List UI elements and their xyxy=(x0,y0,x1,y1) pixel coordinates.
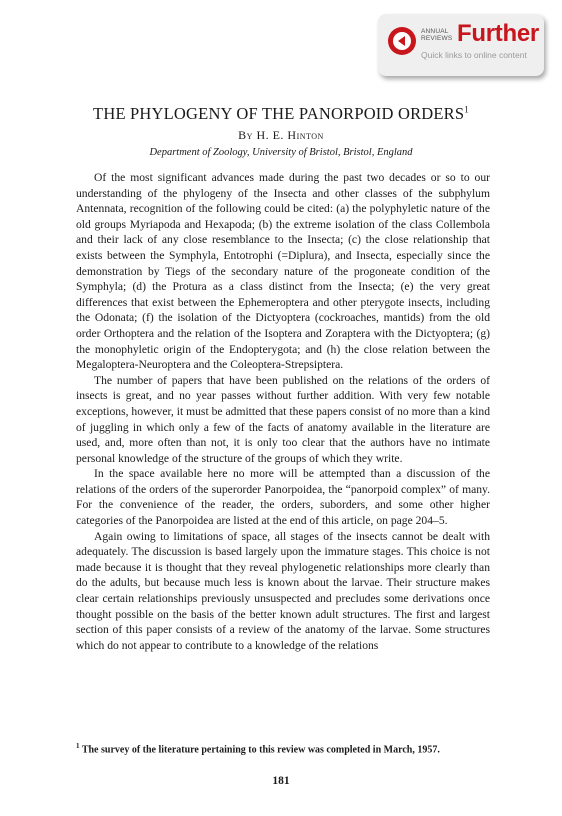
annual-reviews-logo-icon xyxy=(388,27,416,55)
badge-publisher-name xyxy=(421,28,452,42)
badge-line-annual: ANNUAL xyxy=(421,28,449,35)
article-title-text: THE PHYLOGENY OF THE PANORPOID ORDERS xyxy=(93,104,465,123)
footnote-mark: 1 xyxy=(76,742,80,750)
paragraph-3: In the space available here no more will be attempted than a discussion of the relations of the orders of the superorder Panorpoidea, the “panorpoid complex” of many. For the convenience of the reader, the orders, suborders, and some other higher categories of the Panorpoidea are listed at the end of this article, on page 204–5. xyxy=(76,467,490,528)
badge-line-reviews: REVIEWS xyxy=(421,35,453,42)
author-affiliation: Department of Zoology, University of Bristol, Bristol, England xyxy=(149,147,413,158)
badge-brand: Further xyxy=(457,20,539,47)
paragraph-1: Of the most significant advances made during the past two decades or so to our understanding of the phylogeny of the Insecta and other classes of the subphylum Antennata, recognition of the following could be cited: (a) the polyphyletic nature of the old groups Myriapoda and Hexapoda; (b) the extreme isolation of the class Collembola and their lack of any close resemblance to the Insecta; (c) the close relationship that exists between the Symphyla, Entotrophi (=Diplura), and Insecta, especially since the demonstration by Tiegs of the secondary nature of the progoneate condition of the Symphyla; (d) the Protura as a class distinct from the Insecta; (e) the very great differences that exist between the Ephemeroptera and other pterygote insects, including the Odonata; (f) the isolation of the Dictyoptera (cockroaches, mantids) from the old order Orthoptera and the relation of the Isoptera and Zoraptera with the Dictyoptera; (g) the monophyletic origin of the Endopterygota; and (h) the close relation between the Megaloptera-Neuroptera and the Coleoptera-Strepsiptera. xyxy=(76,171,490,372)
title-footnote-mark[interactable]: 1 xyxy=(464,104,469,115)
footnote xyxy=(76,740,490,757)
article-author: By H. E. Hinton xyxy=(238,128,324,142)
footnote-text: The survey of the literature pertaining to this review was completed in March, 1957. xyxy=(81,744,440,756)
paragraph-4: Again owing to limitations of space, all stages of the insects cannot be dealt with adequately. The discussion is based largely upon the immature stages. This choice is not made because it is thought that they reveal phylogenetic relationships more clearly than do the adults, but because much less is known about the larvae. Their structure makes clear certain relationships previously unsuspected and precludes some derivations once thought possible on the basis of the better known adult structures. The first and largest section of this paper consists of a review of the anatomy of the larvae. Some structures which do not appear to contribute to a knowledge of the relations xyxy=(76,529,490,652)
badge-tagline[interactable]: Quick links to online content xyxy=(421,50,527,60)
article-body xyxy=(76,170,490,653)
article-title xyxy=(0,104,562,124)
paragraph-2: The number of papers that have been published on the relations of the orders of insects is great, and no year passes without further addition. With very few notable exceptions, however, it must be admitted that these papers consist of no more than a kind of juggling in which only a few of the facts of anatomy available in the literature are used, and, more often than not, it is only too clear that the authors have no intimate personal knowledge of the structure of the groups of which they write. xyxy=(76,373,490,465)
annual-reviews-further-badge[interactable] xyxy=(378,14,544,76)
page-number: 181 xyxy=(272,775,290,787)
